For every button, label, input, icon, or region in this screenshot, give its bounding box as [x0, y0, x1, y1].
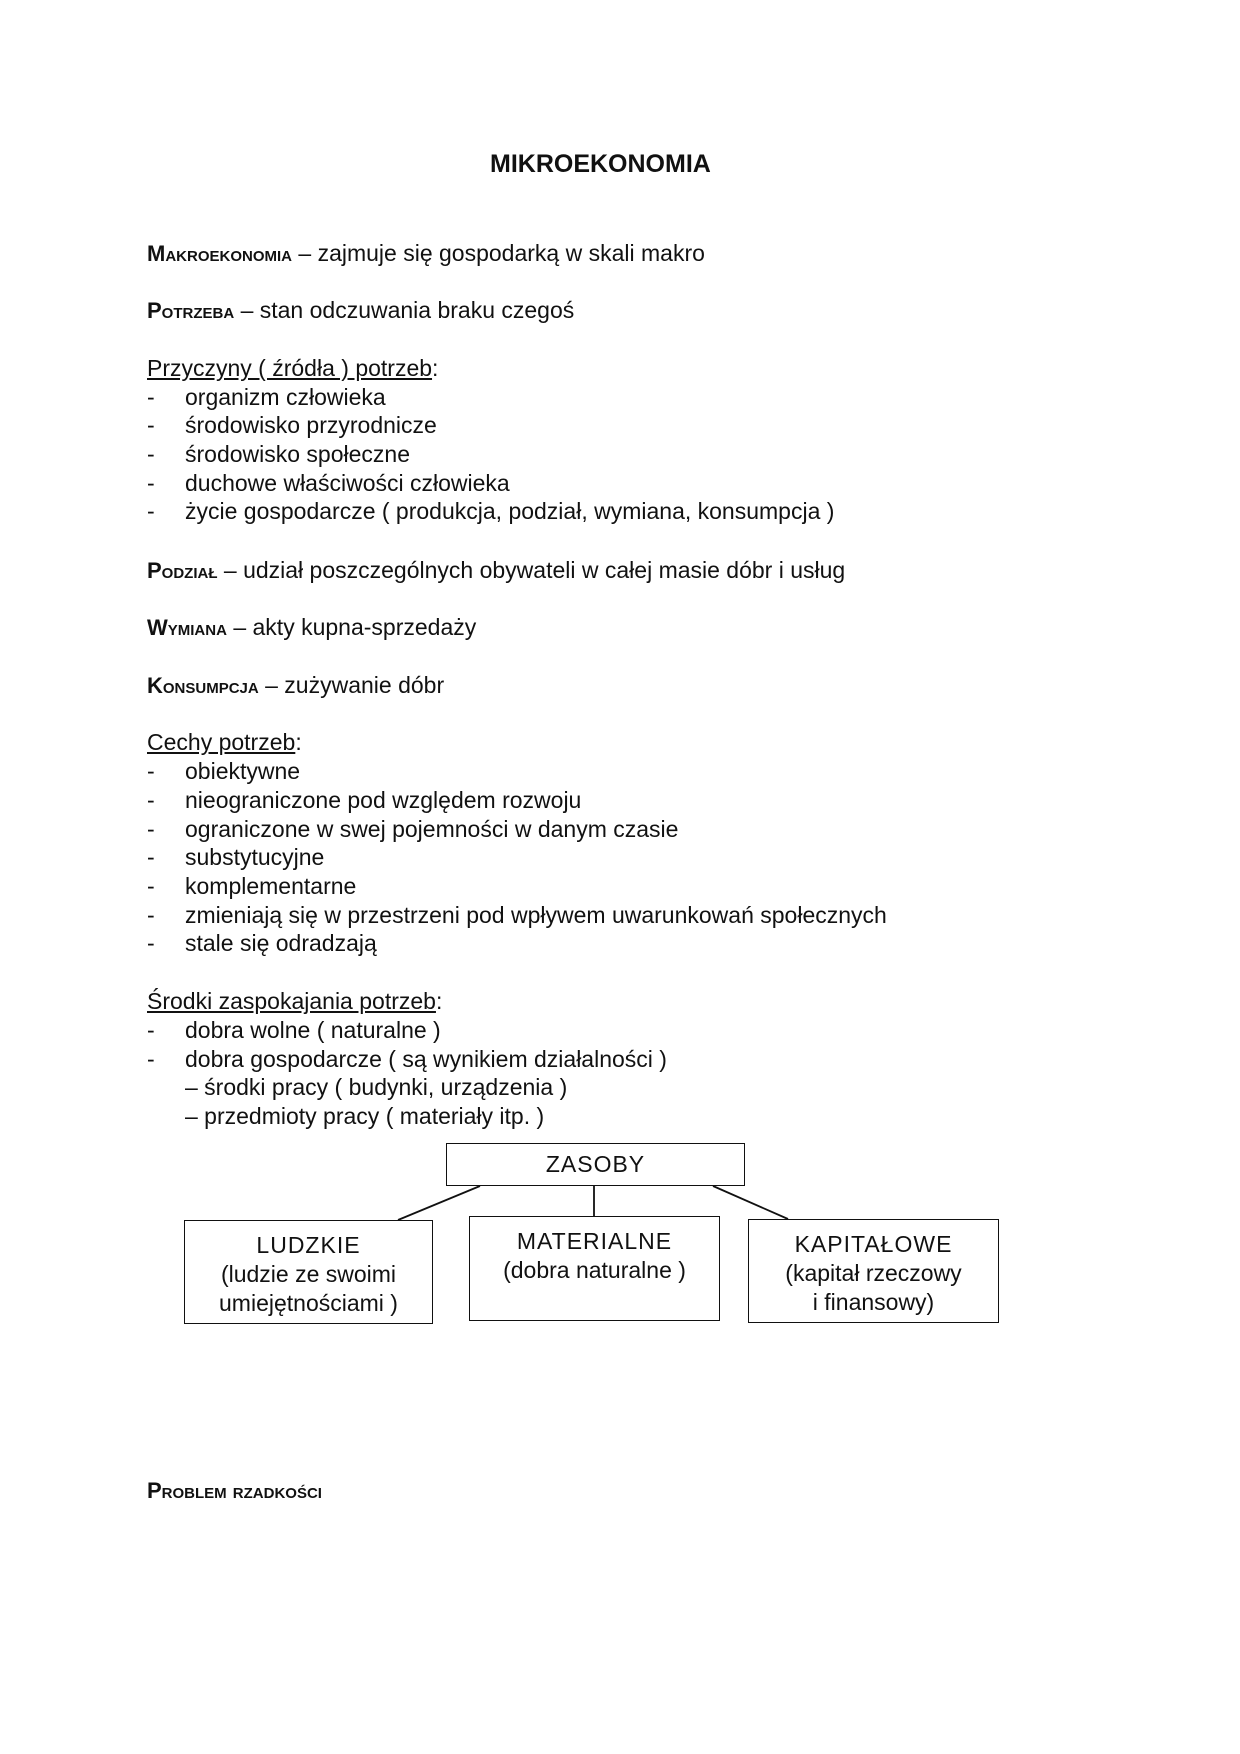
- dash: -: [147, 441, 155, 467]
- list-item-text: obiektywne: [185, 758, 301, 784]
- list-item-text: duchowe właściwości człowieka: [185, 470, 510, 496]
- ludzkie-box: [184, 1220, 433, 1324]
- term: Potrzeba: [147, 298, 235, 323]
- box-text: umiejętnościami ): [219, 1290, 398, 1316]
- dash: -: [147, 816, 155, 842]
- box-title: MATERIALNE: [516, 1228, 673, 1254]
- list-item-text: ograniczone w swej pojemności w danym czasie: [185, 816, 679, 842]
- box-title: LUDZKIE: [256, 1232, 361, 1258]
- box-text: (dobra naturalne ): [503, 1257, 686, 1283]
- box-text: (ludzie ze swoimi: [220, 1261, 397, 1287]
- list-item-text: substytucyjne: [185, 844, 325, 870]
- definition-text: – stan odczuwania braku czegoś: [240, 297, 575, 323]
- dash: -: [147, 412, 155, 438]
- dash: -: [147, 384, 155, 410]
- dash: -: [147, 873, 155, 899]
- list-item-text: nieograniczone pod względem rozwoju: [185, 787, 582, 813]
- list-item-text: komplementarne: [185, 873, 357, 899]
- zasoby-box: [446, 1143, 745, 1186]
- list-item-text: dobra gospodarcze ( są wynikiem działalności ): [185, 1046, 667, 1072]
- page-title: MIKROEKONOMIA: [490, 150, 711, 178]
- term: Podział: [147, 558, 218, 583]
- box-title: KAPITAŁOWE: [794, 1231, 953, 1257]
- term: Wymiana: [147, 615, 227, 640]
- zasoby-label: ZASOBY: [545, 1151, 646, 1177]
- dash: -: [147, 470, 155, 496]
- connector-ludzkie: [398, 1186, 480, 1220]
- sub-list-item: – przedmioty pracy ( materiały itp. ): [185, 1103, 545, 1129]
- dash: -: [147, 902, 155, 928]
- term: Makroekonomia: [147, 241, 292, 266]
- list-item-text: dobra wolne ( naturalne ): [185, 1017, 441, 1043]
- definition-text: – zajmuje się gospodarką w skali makro: [298, 240, 705, 266]
- definition-text: – udział poszczególnych obywateli w całej masie dóbr i usług: [223, 557, 846, 583]
- sub-list-item: – środki pracy ( budynki, urządzenia ): [185, 1074, 568, 1100]
- dash: -: [147, 758, 155, 784]
- colon: :: [432, 355, 439, 381]
- box-text: (kapitał rzeczowy: [785, 1260, 962, 1286]
- dash: -: [147, 1046, 155, 1072]
- dash: -: [147, 498, 155, 524]
- list-item-text: stale się odradzają: [185, 930, 377, 956]
- box-text: i finansowy): [812, 1289, 935, 1315]
- colon: :: [435, 988, 443, 1014]
- dash: -: [147, 1017, 155, 1043]
- definition-text: – zużywanie dóbr: [265, 672, 445, 698]
- connector-kapitalowe: [713, 1186, 788, 1219]
- list-item-text: środowisko przyrodnicze: [185, 412, 437, 438]
- heading-text: Przyczyny ( źródła ) potrzeb: [147, 355, 433, 381]
- materialne-box: [469, 1216, 720, 1321]
- term: Konsumpcja: [147, 673, 259, 698]
- problem-heading: Problem rzadkości: [147, 1478, 322, 1503]
- colon: :: [295, 729, 302, 755]
- heading-text: Cechy potrzeb: [147, 729, 296, 755]
- list-item-text: życie gospodarcze ( produkcja, podział, wymiana, konsumpcja ): [185, 498, 835, 524]
- heading-text: Środki zaspokajania potrzeb: [147, 988, 436, 1014]
- dash: -: [147, 844, 155, 870]
- list-item-text: środowisko społeczne: [185, 441, 411, 467]
- dash: -: [147, 787, 155, 813]
- dash: -: [147, 930, 155, 956]
- kapitalowe-box: [748, 1219, 999, 1323]
- list-item-text: zmieniają się w przestrzeni pod wpływem uwarunkowań społecznych: [185, 902, 887, 928]
- list-item-text: organizm człowieka: [185, 384, 386, 410]
- definition-text: – akty kupna-sprzedaży: [233, 614, 477, 640]
